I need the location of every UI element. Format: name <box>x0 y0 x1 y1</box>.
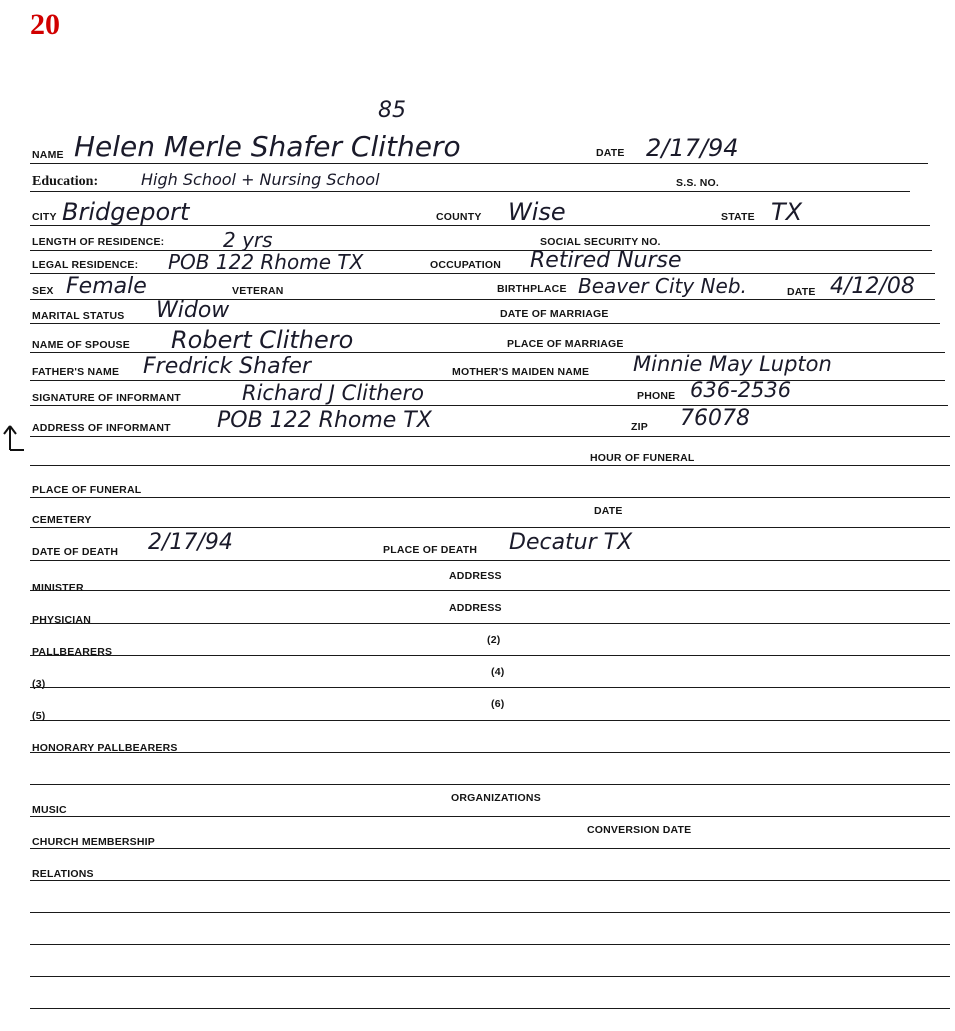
form-line <box>30 1008 950 1009</box>
form-line <box>30 976 950 977</box>
pallbearer-5-label: (5) <box>32 710 46 722</box>
physician-label: PHYSICIAN <box>32 614 91 626</box>
length-of-residence-label: LENGTH OF RESIDENCE: <box>32 236 165 248</box>
form-line <box>30 380 945 381</box>
form-line <box>30 687 950 688</box>
minister-label: MINISTER <box>32 582 84 594</box>
form-line <box>30 944 950 945</box>
education-value: High School + Nursing School <box>141 170 380 189</box>
form-line <box>30 250 932 251</box>
age-note: 85 <box>378 98 406 123</box>
pallbearer-6-label: (6) <box>491 698 505 710</box>
minister-address-label: ADDRESS <box>449 570 502 582</box>
page-number: 20 <box>30 8 60 41</box>
form-line <box>30 816 950 817</box>
name-of-spouse-label: NAME OF SPOUSE <box>32 339 130 351</box>
form-line <box>30 323 940 324</box>
pallbearers-label: PALLBEARERS <box>32 646 113 658</box>
pallbearer-2-label: (2) <box>487 634 501 646</box>
place-of-death-value: Decatur TX <box>509 530 633 555</box>
margin-arrow-mark <box>0 420 30 460</box>
form-line <box>30 163 928 164</box>
sex-value: Female <box>66 274 147 299</box>
legal-residence-label: LEGAL RESIDENCE: <box>32 259 139 271</box>
form-line <box>30 405 948 406</box>
marital-status-label: MARITAL STATUS <box>32 310 125 322</box>
form-line <box>30 848 950 849</box>
date-of-death-value: 2/17/94 <box>148 530 233 555</box>
name-label: NAME <box>32 149 64 161</box>
length-of-residence-value: 2 yrs <box>223 228 273 252</box>
mothers-maiden-name-label: MOTHER'S MAIDEN NAME <box>452 366 590 378</box>
sex-label: SEX <box>32 285 54 297</box>
pallbearer-3-label: (3) <box>32 678 46 690</box>
name-of-spouse-value: Robert Clithero <box>171 326 354 354</box>
occupation-label: OCCUPATION <box>430 259 502 271</box>
birth-date-label: DATE <box>787 286 816 298</box>
date-of-death-label: DATE OF DEATH <box>32 546 119 558</box>
legal-residence-value: POB 122 Rhome TX <box>168 250 364 274</box>
fathers-name-label: FATHER'S NAME <box>32 366 120 378</box>
zip-value: 76078 <box>680 406 750 431</box>
form-line <box>30 623 950 624</box>
county-value: Wise <box>508 198 566 226</box>
birthplace-value: Beaver City Neb. <box>578 274 747 298</box>
state-label: STATE <box>721 211 755 223</box>
hour-of-funeral-label: HOUR OF FUNERAL <box>590 452 695 464</box>
phone-label: PHONE <box>637 390 676 402</box>
honorary-pallbearers-label: HONORARY PALLBEARERS <box>32 742 178 754</box>
conversion-date-label: CONVERSION DATE <box>587 824 692 836</box>
signature-of-informant-value: Richard J Clithero <box>242 381 424 405</box>
birthplace-label: BIRTHPLACE <box>497 283 567 295</box>
signature-of-informant-label: SIGNATURE OF INFORMANT <box>32 392 181 404</box>
physician-address-label: ADDRESS <box>449 602 502 614</box>
place-of-marriage-label: PLACE OF MARRIAGE <box>507 338 624 350</box>
form-line <box>30 655 950 656</box>
fathers-name-value: Fredrick Shafer <box>143 354 311 379</box>
social-security-label: SOCIAL SECURITY NO. <box>540 236 661 248</box>
form-line <box>30 527 950 528</box>
veteran-label: VETERAN <box>232 285 284 297</box>
zip-label: ZIP <box>631 421 648 433</box>
church-membership-label: CHURCH MEMBERSHIP <box>32 836 155 848</box>
form-line <box>30 720 950 721</box>
form-line <box>30 560 950 561</box>
form-line <box>30 912 950 913</box>
date-of-marriage-label: DATE OF MARRIAGE <box>500 308 609 320</box>
form-line <box>30 465 950 466</box>
form-line <box>30 784 950 785</box>
city-value: Bridgeport <box>62 198 190 226</box>
date-value: 2/17/94 <box>646 134 739 162</box>
county-label: COUNTY <box>436 211 482 223</box>
date-label: DATE <box>596 147 625 159</box>
relations-label: RELATIONS <box>32 868 94 880</box>
address-of-informant-label: ADDRESS OF INFORMANT <box>32 422 171 434</box>
name-value: Helen Merle Shafer Clithero <box>74 130 461 163</box>
organizations-label: ORGANIZATIONS <box>451 792 541 804</box>
cemetery-label: CEMETERY <box>32 514 92 526</box>
education-label: Education: <box>32 174 99 189</box>
address-of-informant-value: POB 122 Rhome TX <box>217 408 432 433</box>
place-of-funeral-label: PLACE OF FUNERAL <box>32 484 142 496</box>
form-line <box>30 880 950 881</box>
place-of-death-label: PLACE OF DEATH <box>383 544 478 556</box>
form-line <box>30 436 950 437</box>
ssno-label: S.S. NO. <box>676 177 720 189</box>
marital-status-value: Widow <box>156 298 230 323</box>
cemetery-date-label: DATE <box>594 505 623 517</box>
phone-value: 636-2536 <box>690 378 792 402</box>
pallbearer-4-label: (4) <box>491 666 505 678</box>
birth-date-value: 4/12/08 <box>830 274 915 299</box>
mothers-maiden-name-value: Minnie May Lupton <box>633 352 832 376</box>
state-value: TX <box>771 198 803 226</box>
music-label: MUSIC <box>32 804 67 816</box>
form-line <box>30 273 935 274</box>
city-label: CITY <box>32 211 57 223</box>
form-line <box>30 191 910 192</box>
form-line <box>30 590 950 591</box>
form-line <box>30 497 950 498</box>
occupation-value: Retired Nurse <box>530 248 682 273</box>
